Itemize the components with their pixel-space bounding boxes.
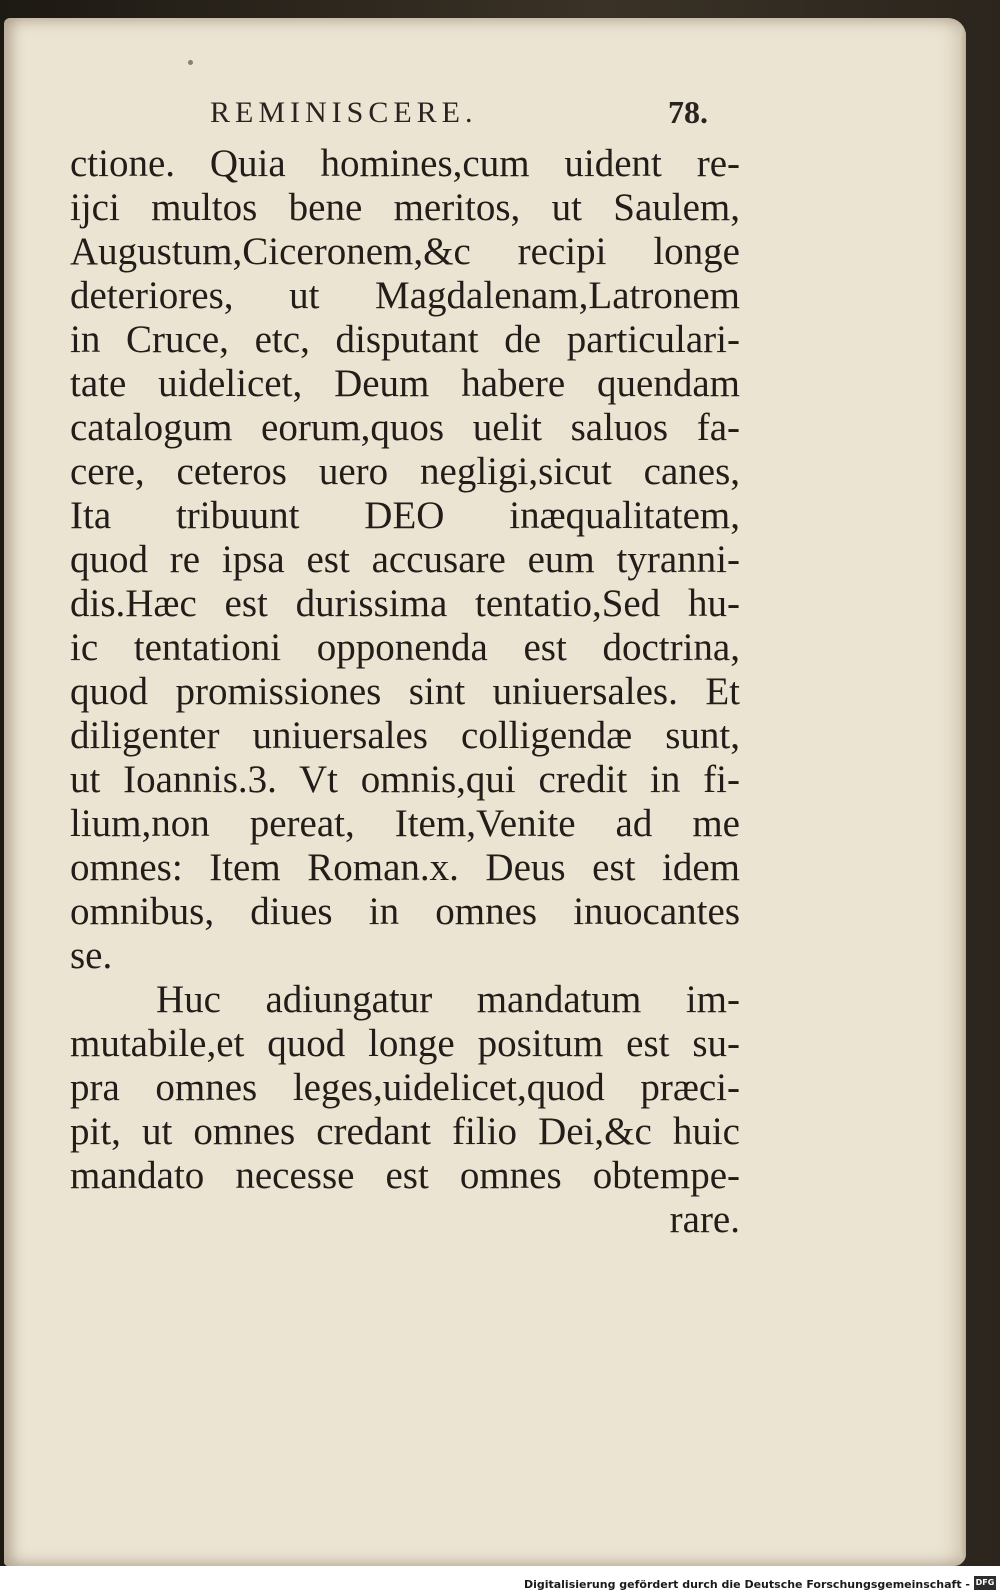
- text-line: Ita tribuunt DEO inæqualitatem,: [70, 494, 740, 537]
- text-line: quod re ipsa est accusare eum tyranni-: [70, 538, 740, 581]
- text-line: tate uidelicet, Deum habere quendam: [70, 362, 740, 405]
- text-line: pra omnes leges,uidelicet,quod præci-: [70, 1066, 740, 1109]
- text-line: ijci multos bene meritos, ut Saulem,: [70, 186, 740, 229]
- text-line: lium,non pereat, Item,Venite ad me: [70, 802, 740, 845]
- text-line: catalogum eorum,quos uelit saluos fa-: [70, 406, 740, 449]
- text-line: deteriores, ut Magdalenam,Latronem: [70, 274, 740, 317]
- page-edge: [960, 28, 966, 1558]
- ink-speck: [188, 60, 193, 65]
- catchword: rare.: [669, 1198, 740, 1241]
- text-line: dis.Hæc est durissima tentatio,Sed hu-: [70, 582, 740, 625]
- text-line: se.: [70, 934, 113, 977]
- page-number: 78.: [668, 94, 708, 130]
- text-block: [70, 142, 740, 1242]
- text-line: mandato necesse est omnes obtempe-: [70, 1154, 740, 1197]
- text-line: omnibus, diues in omnes inuocantes: [70, 890, 740, 933]
- text-line: ctione. Quia homines,cum uident re-: [70, 142, 740, 185]
- text-line: ut Ioannis.3. Vt omnis,qui credit in fi-: [70, 758, 740, 801]
- running-head: REMINISCERE.: [210, 96, 478, 129]
- text-line: ic tentationi opponenda est doctrina,: [70, 626, 740, 669]
- funding-credit: Digitalisierung gefördert durch die Deutsche Forschungsgemeinschaft -: [523, 1578, 970, 1591]
- text-line: Augustum,Ciceronem,&c recipi longe: [70, 230, 740, 273]
- dfg-logo: DFG: [974, 1576, 996, 1590]
- text-line: cere, ceteros uero negligi,sicut canes,: [70, 450, 740, 493]
- text-line: pit, ut omnes credant filio Dei,&c huic: [70, 1110, 740, 1153]
- text-line: in Cruce, etc, disputant de particulari-: [70, 318, 740, 361]
- text-line: omnes: Item Roman.x. Deus est idem: [70, 846, 740, 889]
- text-line: mutabile,et quod longe positum est su-: [70, 1022, 740, 1065]
- text-line: Huc adiungatur mandatum im-: [156, 978, 740, 1021]
- text-line: diligenter uniuersales colligendæ sunt,: [70, 714, 740, 757]
- text-line: quod promissiones sint uniuersales. Et: [70, 670, 740, 713]
